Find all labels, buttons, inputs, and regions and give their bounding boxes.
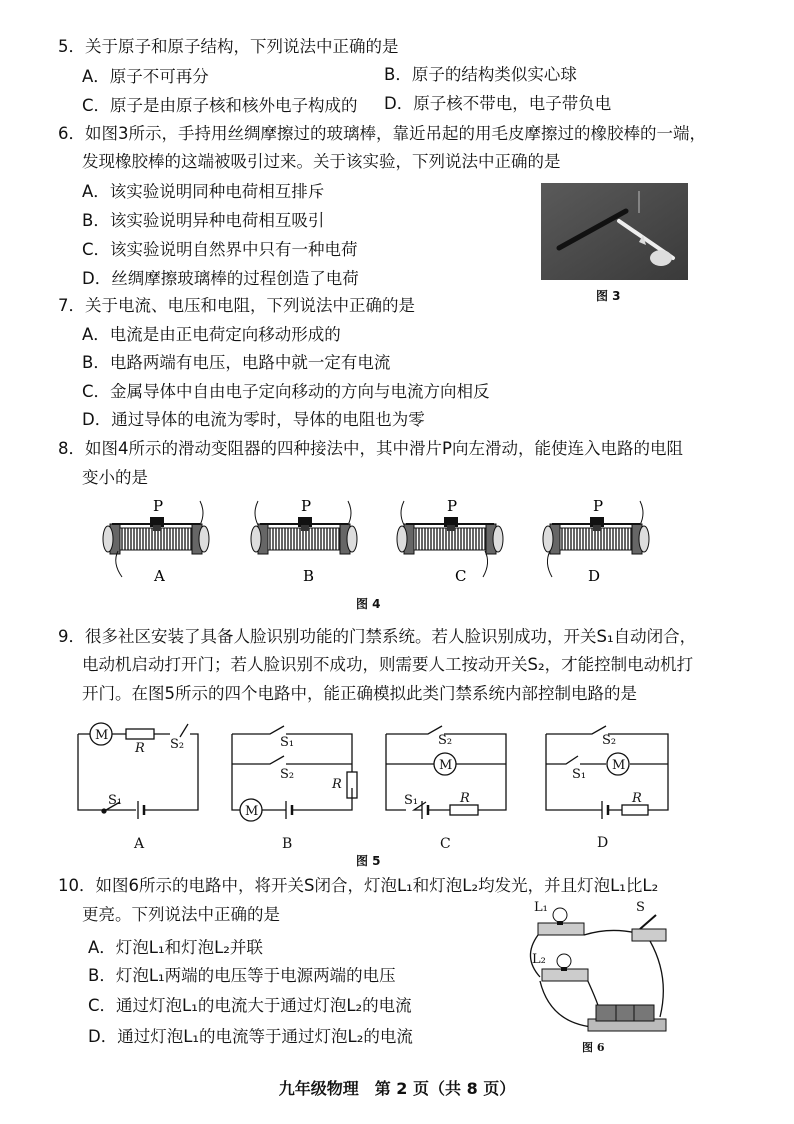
circuit-b-label: B — [282, 836, 293, 852]
figure-3-photo — [541, 183, 688, 280]
figure-4-rheostats — [100, 495, 690, 595]
q6-option-b: B．该实验说明异种电荷相互吸引 — [82, 211, 325, 230]
circuit-a-motor: M — [95, 728, 109, 743]
circuit-b-s1: S₁ — [280, 735, 295, 750]
q6-stem-line1: 6．如图3所示，手持用丝绸摩擦过的玻璃棒，靠近吊起的用毛皮摩擦过的橡胶棒的一端， — [58, 124, 706, 143]
q9-stem-line1: 9．很多社区安装了具备人脸识别功能的门禁系统。若人脸识别成功，开关S₁自动闭合， — [58, 627, 697, 646]
rheostat-a-slider-label: P — [153, 497, 164, 515]
q7-option-a: A．电流是由正电荷定向移动形成的 — [82, 325, 341, 344]
q6-option-c: C．该实验说明自然界中只有一种电荷 — [82, 240, 358, 259]
circuit-a-s1: S₁ — [108, 793, 123, 808]
q10-option-a: A．灯泡L₁和灯泡L₂并联 — [88, 938, 263, 957]
circuit-a-resistor: R — [135, 741, 145, 756]
q10-stem-line2: 更亮。下列说法中正确的是 — [82, 905, 280, 924]
q10-stem-line1: 10．如图6所示的电路中，将开关S闭合，灯泡L₁和灯泡L₂均发光，并且灯泡L₁比L₂ — [58, 876, 659, 895]
label-s: S — [636, 900, 645, 915]
q7-option-b: B．电路两端有电压，电路中就一定有电流 — [82, 353, 391, 372]
q7-option-c: C．金属导体中自由电子定向移动的方向与电流方向相反 — [82, 382, 490, 401]
switch-s — [632, 915, 666, 941]
figure-6-caption: 图 6 — [582, 1041, 605, 1054]
circuit-c-label: C — [440, 836, 451, 852]
circuit-d-motor: M — [612, 758, 626, 773]
figure-5-circuits — [70, 712, 710, 852]
bulb-l2 — [542, 954, 588, 981]
circuit-b-motor: M — [245, 804, 259, 819]
q10-option-d: D．通过灯泡L₁的电流等于通过灯泡L₂的电流 — [88, 1027, 413, 1046]
q5-option-d: D．原子核不带电，电子带负电 — [384, 94, 612, 113]
rheostat-d-label: D — [588, 567, 601, 585]
q9-stem-line2: 电动机启动打开门；若人脸识别不成功，则需要人工按动开关S₂，才能控制电动机打 — [82, 655, 694, 674]
figure-3-caption: 图 3 — [596, 289, 621, 303]
circuit-d-s1: S₁ — [572, 767, 587, 782]
q6-option-a: A．该实验说明同种电荷相互排斥 — [82, 182, 325, 201]
q10-option-b: B．灯泡L₁两端的电压等于电源两端的电压 — [88, 966, 396, 985]
circuit-c-s1: S₁ — [404, 793, 419, 808]
rheostat-c-label: C — [455, 567, 467, 585]
label-l2: L₂ — [532, 952, 546, 967]
q6-option-d: D．丝绸摩擦玻璃棒的过程创造了电荷 — [82, 269, 359, 288]
battery — [588, 1005, 666, 1031]
circuit-a-s2: S₂ — [170, 737, 185, 752]
circuit-d-s2: S₂ — [602, 733, 617, 748]
q9-stem-line3: 开门。在图5所示的四个电路中，能正确模拟此类门禁系统内部控制电路的是 — [82, 684, 637, 703]
circuit-d-resistor: R — [632, 791, 642, 806]
circuit-b-s2: S₂ — [280, 767, 295, 782]
q10-option-c: C．通过灯泡L₁的电流大于通过灯泡L₂的电流 — [88, 996, 412, 1015]
figure-5-caption: 图 5 — [356, 854, 381, 868]
rheostat-b-slider-label: P — [301, 497, 312, 515]
figure-6-circuit-photo — [520, 897, 680, 1057]
page-footer: 九年级物理 第 2 页（共 8 页） — [278, 1079, 516, 1098]
rheostat-d-slider-label: P — [593, 497, 604, 515]
q7-option-d: D．通过导体的电流为零时，导体的电阻也为零 — [82, 410, 425, 429]
circuit-b-resistor: R — [332, 777, 342, 792]
figure-4-caption: 图 4 — [356, 597, 381, 611]
q5-option-b: B．原子的结构类似实心球 — [384, 65, 577, 84]
circuit-c-resistor: R — [460, 791, 470, 806]
circuit-a-label: A — [134, 836, 145, 852]
rheostat-b-label: B — [303, 567, 315, 585]
circuit-d-label: D — [597, 835, 609, 851]
label-l1: L₁ — [534, 900, 548, 915]
q5-option-a: A．原子不可再分 — [82, 67, 209, 86]
circuit-c-s2: S₂ — [438, 733, 453, 748]
q8-stem-line2: 变小的是 — [82, 468, 148, 487]
rheostat-a-label: A — [154, 567, 165, 585]
q5-option-c: C．原子是由原子核和核外电子构成的 — [82, 96, 358, 115]
circuit-c-motor: M — [439, 758, 453, 773]
q7-stem: 7．关于电流、电压和电阻，下列说法中正确的是 — [58, 296, 415, 315]
q8-stem-line1: 8．如图4所示的滑动变阻器的四种接法中，其中滑片P向左滑动，能使连入电路的电阻 — [58, 439, 683, 458]
rheostat-c-slider-label: P — [447, 497, 458, 515]
q6-stem-line2: 发现橡胶棒的这端被吸引过来。关于该实验，下列说法中正确的是 — [82, 152, 561, 171]
q5-stem: 5．关于原子和原子结构，下列说法中正确的是 — [58, 37, 399, 56]
